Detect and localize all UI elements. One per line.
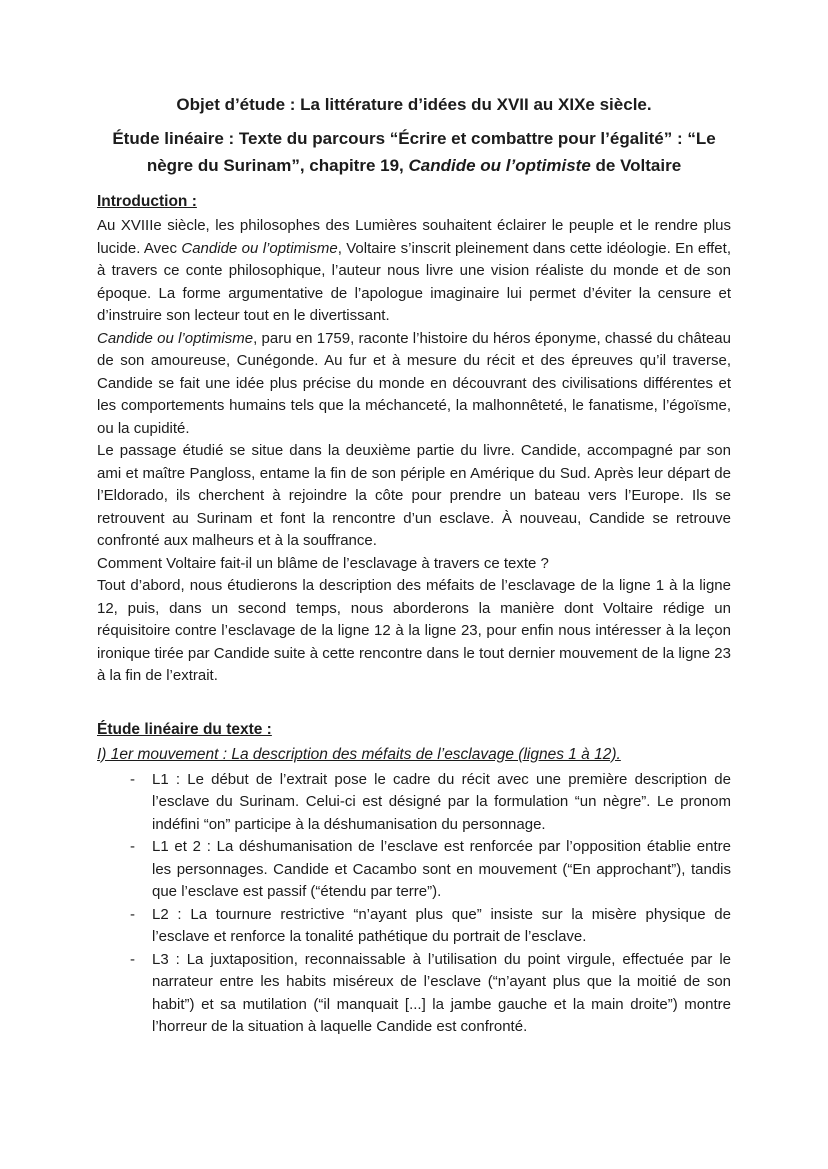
bullet-text: L2 : La tournure restrictive “n’ayant plus que” insiste sur la misère physique de l’esclave et renforce la tonalité pathétique du portrait de l’esclave.: [152, 905, 731, 945]
intro-plan: Tout d’abord, nous étudierons la description des méfaits de l’esclavage de la ligne 1 à la ligne 12, puis, dans un second temps, nous aborderons la manière dont Voltaire rédige un réquisitoire contre l’esclavage de la ligne 12 à la ligne 23, pour enfin nous intéresser à la leçon ironique tirée par Candide suite à cette rencontre dans le tout dernier mouvement de la ligne 23 à la fin de l’extrait.: [97, 577, 731, 684]
document-subtitle: [97, 125, 731, 179]
intro-p2-text: , paru en 1759, raconte l’histoire du héros éponyme, chassé du château de son amoureuse, Cunégonde. Au fur et à mesure du récit et des épreuves qu’il traverse, Candide se fait une idée plus précise du monde en découvrant des civilisations différentes et les comportements humains tels que la méchanceté, la malhonnêteté, le fanatisme, l’égoïsme, ou la cupidité.: [97, 329, 731, 437]
study-heading: Étude linéaire du texte :: [97, 720, 272, 738]
movement-1-heading: I) 1er mouvement : La description des méfaits de l’esclavage (lignes 1 à 12).: [97, 745, 621, 763]
intro-paragraph-summary: [97, 328, 731, 441]
intro-problematique: Comment Voltaire fait-il un blâme de l’esclavage à travers ce texte ?: [97, 554, 549, 572]
bullet-text: L3 : La juxtaposition, reconnaissable à l’utilisation du point virgule, effectuée par le narrateur entre les habits miséreux de l’esclave (“n’ayant plus que la moitié de son habit”) et sa mutilation (“il manquait [...] la jambe gauche et la main droite”) montre l’horreur de la situation à laquelle Candide est confronté.: [152, 950, 731, 1035]
bullet-text: L1 et 2 : La déshumanisation de l’esclave est renforcée par l’opposition établie entre les personnages. Candide et Cacambo sont en mouvement (“En approchant”), tandis que l’esclave est passif (“étendu par terre”).: [152, 838, 731, 900]
analysis-bullet-list: [97, 769, 731, 1039]
intro-p1-text-2: , Voltaire s’inscrit pleinement dans cette idéologie. En effet, à travers ce conte philosophique, l’auteur nous livre une vision réaliste du monde et de son époque. La forme argumentative de l’apologue imaginaire lui permet d’éviter la censure et d’instruire son lecteur tout en le divertissant.: [97, 239, 731, 324]
bullet-dash: -: [130, 838, 135, 855]
bullet-dash: -: [130, 950, 135, 968]
bullet-dash: -: [130, 770, 135, 788]
bullet-item-l2: [97, 904, 731, 949]
subtitle-author: de Voltaire: [590, 156, 682, 175]
intro-paragraph-context: [97, 215, 731, 328]
document-title: Objet d’étude : La littérature d’idées du XVII au XIXe siècle.: [176, 95, 652, 114]
bullet-item-l1: [97, 769, 731, 837]
introduction-body: [97, 215, 731, 688]
intro-p2-book-title: Candide ou l’optimisme: [97, 329, 254, 347]
intro-p1-book-title: Candide ou l’optimisme: [181, 239, 338, 257]
bullet-text: L1 : Le début de l’extrait pose le cadre du récit avec une première description de l’esclave du Surinam. Celui-ci est désigné par la formulation “un nègre”. Le pronom indéfini “on” participe à la déshumanisation du personnage.: [152, 770, 731, 833]
bullet-dash: -: [130, 905, 135, 923]
bullet-item-l3: [97, 949, 731, 1039]
bullet-item-l1-et-2: [97, 836, 731, 904]
study-section: [97, 717, 731, 1039]
subtitle-book-title: Candide ou l’optimiste: [408, 156, 591, 175]
introduction-heading: Introduction :: [97, 193, 197, 210]
intro-p1-text: Au XVIIIe siècle, les philosophes des Lumières souhaitent éclairer le peuple et le rendre plus lucide. Avec: [97, 217, 731, 257]
intro-paragraph-passage: Le passage étudié se situe dans la deuxième partie du livre. Candide, accompagné par son ami et maître Pangloss, entame la fin de son périple en Amérique du Sud. Après leur départ de l’Eldorado, ils cherchent à rejoindre la côte pour prendre un bateau vers l’Europe. Ils se retrouvent au Surinam et font la rencontre d’un esclave. À nouveau, Candide se retrouve confronté aux malheurs et à la souffrance.: [97, 442, 731, 549]
subtitle-text: Étude linéaire : Texte du parcours “Écrire et combattre pour l’égalité” : “Le nègre du Surinam”, chapitre 19,: [112, 129, 716, 175]
